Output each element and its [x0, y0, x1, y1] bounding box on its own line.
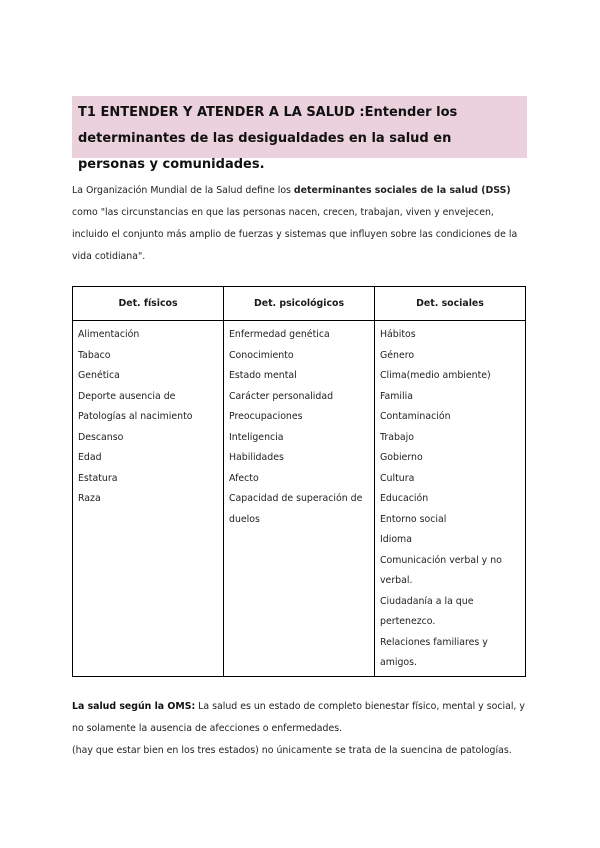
list-item: Contaminación	[380, 411, 451, 422]
intro-text-start: La Organización Mundial de la Salud define los	[72, 185, 294, 196]
list-item: Conocimiento	[229, 349, 294, 361]
intro-bold-term: determinantes sociales de la salud (DSS)	[293, 185, 511, 196]
list-item: Género	[380, 349, 415, 361]
list-item: Cultura	[380, 472, 415, 484]
table-header-row	[73, 287, 526, 321]
list-item: Educación	[380, 493, 429, 504]
list-item: Afecto	[229, 472, 259, 484]
list-item: Ciudadanía a la que pertenezco.	[380, 595, 474, 627]
list-item: Inteligencia	[229, 431, 284, 443]
list-item: Capacidad de superación de duelos	[229, 493, 363, 525]
list-item: Descanso	[78, 431, 124, 443]
header-sociales: Det. sociales	[375, 287, 526, 321]
table-body-row	[73, 321, 526, 677]
list-item: Patologías al nacimiento	[78, 411, 193, 422]
oms-note: (hay que estar bien en los tres estados) no únicamente se trata de la suencina de patologías.	[72, 745, 512, 756]
oms-label: La salud según la OMS:	[72, 701, 196, 712]
section-title-text: T1 ENTENDER Y ATENDER A LA SALUD :Entender los determinantes de las desigualdades en la salud en personas y comunidades.	[78, 105, 458, 172]
list-item: Relaciones familiares y amigos.	[380, 636, 488, 668]
list-item: Clima(medio ambiente)	[380, 370, 491, 381]
list-item: Entorno social	[380, 513, 447, 525]
header-psicologicos: Det. psicológicos	[224, 287, 375, 321]
list-item: Alimentación	[78, 329, 140, 340]
list-item: Trabajo	[380, 431, 414, 443]
list-item: Estatura	[78, 472, 118, 484]
list-item: Hábitos	[380, 329, 416, 340]
list-item: Habilidades	[229, 452, 284, 463]
oms-text: La salud es un estado de completo bienestar físico, mental y social, y no solamente la ausencia de afecciones o enfermedades.	[72, 701, 525, 734]
list-item: Gobierno	[380, 452, 423, 463]
intro-text-end: como "las circunstancias en que las personas nacen, crecen, trabajan, viven y envejecen, incluido el conjunto más amplio de fuerzas y sistemas que influyen sobre las condiciones de la vida cotidiana".	[72, 207, 518, 262]
determinants-table	[72, 286, 526, 677]
section-title	[72, 96, 527, 172]
column-psicologicos	[224, 321, 375, 677]
intro-paragraph	[72, 180, 530, 268]
list-item: Tabaco	[78, 349, 111, 361]
list-item: Edad	[78, 452, 102, 463]
column-fisicos	[73, 321, 224, 677]
oms-definition	[72, 696, 530, 762]
list-item: Familia	[380, 390, 413, 402]
list-item: Estado mental	[229, 370, 297, 381]
list-item: Carácter personalidad	[229, 390, 334, 402]
list-item: Enfermedad genética	[229, 329, 330, 340]
list-item: Preocupaciones	[229, 411, 303, 422]
oms-paragraph	[72, 696, 530, 740]
column-sociales	[375, 321, 526, 677]
list-item: Comunicación verbal y no verbal.	[380, 554, 502, 586]
list-item: Raza	[78, 493, 101, 504]
list-item: Deporte ausencia de	[78, 390, 176, 402]
list-item: Genética	[78, 370, 120, 381]
list-item: Idioma	[380, 534, 412, 545]
header-fisicos: Det. físicos	[73, 287, 224, 321]
